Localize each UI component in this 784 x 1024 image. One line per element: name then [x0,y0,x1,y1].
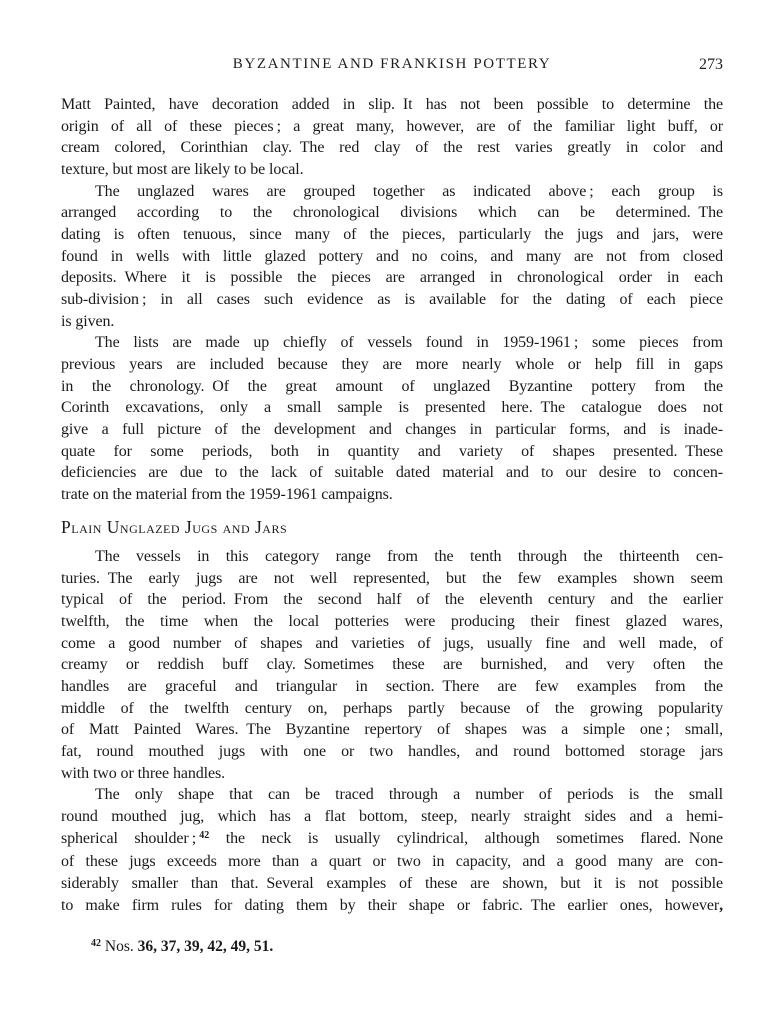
text-line [61,676,723,698]
page-number: 273 [699,56,723,73]
section-heading: Plain Unglazed Jugs and Jars [61,517,288,538]
text-span: origin of all of these pieces ; a great many, however, are of the familiar light buff, or [61,117,723,135]
text-span: found in wells with little glazed pottery and no coins, and many are not from closed [61,247,723,265]
text-line [61,94,723,116]
text-span: dating is often tenuous, since many of the pieces, particularly the jugs and jars, were [61,225,723,243]
text-line [61,698,723,720]
text-line [61,354,723,376]
text-span: arranged according to the chronological divisions which can be determined. The [61,204,723,222]
text-span: cream colored, Corinthian clay. The red clay of the rest varies greatly in color and [61,139,723,157]
text-span: in the chronology. Of the great amount of unglazed Byzantine pottery from the [61,377,723,395]
text-span: round mouthed jug, which has a flat bottom, steep, nearly straight sides and a hemi- [61,808,723,825]
running-header [0,56,784,78]
paragraph [61,332,723,505]
text-span: The only shape that can be traced through a number of periods is the small [95,786,723,804]
text-line [61,397,723,419]
text-line [61,462,723,484]
text-span: is given. [61,312,115,330]
text-span: middle of the twelfth century on, perhaps partly because of the growing popularity [61,699,723,717]
text-line [61,159,723,181]
text-line [61,763,723,785]
text-line [61,654,723,676]
text-span: with two or three handles. [61,764,226,782]
text-span: come a good number of shapes and varieties of jugs, usually fine and well made, of [61,634,723,652]
text-line [61,224,723,246]
text-span: texture, but most are likely to be local. [61,160,304,178]
text-span: The unglazed wares are grouped together as indicated above ; each group is [95,182,723,200]
text-span: typical of the period. From the second half of the eleventh century and the earlier [61,591,723,609]
text-span: of these jugs exceeds more than a quart or two in capacity, and a good many are con- [61,853,723,871]
text-span: give a full picture of the development and changes in particular forms, and is inade- [61,420,723,438]
text-line [61,895,723,917]
text-span: twelfth, the time when the local potteries were producing their finest glazed wares, [61,613,723,631]
text-span: deposits. Where it is possible the pieces are arranged in chronological order in each [61,269,723,287]
text-span: to make firm rules for dating them by their shape or fabric. The earlier ones, however [61,896,720,914]
footnote-marker: 42 [199,829,210,841]
text-line [61,851,723,873]
text-line [61,784,723,806]
text-span: The lists are made up chiefly of vessels found in 1959-1961 ; some pieces from [95,334,723,352]
text-span: the neck is usually cylindrical, although sometimes flared. None [209,829,723,847]
text-span: sub-division ; in all cases such evidence as is available for the dating of each piece [61,290,723,308]
running-header-title: BYZANTINE AND FRANKISH POTTERY [232,56,552,72]
text-span: siderably smaller than that. Several examples of these are shown, but it is not possible [61,874,723,892]
text-span: of Matt Painted Wares. The Byzantine repertory of shapes was a simple one ; small, [61,721,723,739]
text-line [61,546,723,568]
text-span: creamy or reddish buff clay. Sometimes these are burnished, and very often the [61,656,723,674]
text-line [61,441,723,463]
text-line [61,828,723,852]
text-span: 36, 37, 39, 42, 49, 51. [137,938,274,955]
paragraph [61,181,723,333]
text-line [61,611,723,633]
text-span: previous years are included because they are more nearly whole or help fill in gaps [61,355,723,373]
text-line [61,332,723,354]
text-line [61,806,723,828]
text-span: turies. The early jugs are not well represented, but the few examples shown seem [61,569,723,587]
paragraph [61,784,723,916]
text-span: handles are graceful and triangular in section. There are few examples from the [61,678,723,696]
text-line [61,181,723,203]
text-span: Nos. [101,938,138,955]
text-line [61,311,723,333]
text-line [61,289,723,311]
footnote [61,936,723,959]
text-line [61,589,723,611]
text-span: quate for some periods, both in quantity and variety of shapes presented. These [61,442,723,460]
text-body [61,94,723,916]
paragraph [61,546,723,784]
text-line [61,568,723,590]
text-line [61,246,723,268]
text-span: Matt Painted, have decoration added in slip. It has not been possible to determine the [61,96,723,113]
text-span: fat, round mouthed jugs with one or two handles, and round bottomed storage jars [61,743,723,761]
text-span: Corinth excavations, only a small sample is presented here. The catalogue does not [61,399,723,417]
text-line [61,376,723,398]
text-line [61,873,723,895]
text-line [61,267,723,289]
footnote-marker: 42 [91,938,101,949]
text-line [61,719,723,741]
text-line [61,633,723,655]
text-line [61,137,723,159]
text-line [61,741,723,763]
text-span: , [719,896,723,914]
text-span: The vessels in this category range from the tenth through the thirteenth cen- [95,548,723,566]
text-line [61,484,723,506]
text-span: spherical shoulder ; [61,829,200,847]
text-line [61,419,723,441]
text-span: trate on the material from the 1959-1961 campaigns. [61,485,393,503]
text-line [61,116,723,138]
text-line [61,202,723,224]
text-span: deficiencies are due to the lack of suitable dated material and to our desire to concen- [61,464,723,482]
paragraph [61,94,723,181]
